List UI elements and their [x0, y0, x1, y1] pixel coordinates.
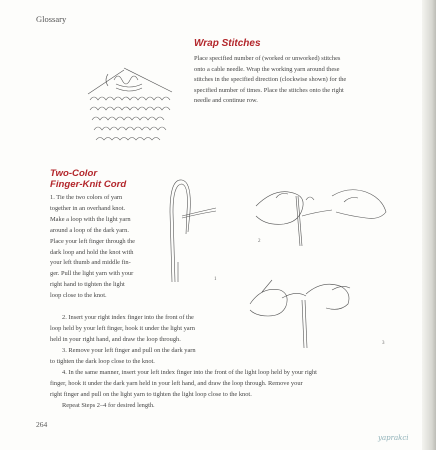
- figure-label: 1: [214, 277, 217, 282]
- text-line: stitches in the specified direction (clockwise shown) for the: [194, 76, 347, 84]
- wrap-stitches-text: [194, 54, 394, 107]
- text-line: Make a loop with the light yarn: [50, 215, 131, 223]
- text-line: loop held by your left finger, hook it under the light yarn: [50, 324, 195, 332]
- steps-narrow-column: [50, 193, 172, 302]
- text-line: ger. Pull the light yarn with your: [50, 270, 134, 278]
- text-line: Place specified number of (worked or unworked) stitches: [194, 55, 341, 62]
- cord-step3-illustration: [232, 270, 392, 350]
- text-line: your left thumb and middle fin-: [50, 259, 131, 267]
- text-line: loop close to the knot.: [50, 292, 107, 300]
- text-line: right hand to tighten the light: [50, 281, 125, 289]
- text-line: onto a cable needle. Wrap the working yarn around these: [194, 65, 340, 73]
- figure-label: 3: [382, 341, 385, 346]
- text-line: around a loop of the dark yarn.: [50, 226, 129, 234]
- text-line: to tighten the dark loop close to the knot.: [50, 357, 155, 365]
- figure-label: 2: [258, 239, 261, 244]
- text-line: finger, hook it under the dark yarn held in your left hand, and draw the loop through. Remove your: [50, 379, 303, 387]
- text-line: held in your right hand, and draw the loop through.: [50, 335, 181, 343]
- text-line: right finger and pull on the light yarn to tighten the light loop close to the knot.: [50, 390, 252, 398]
- running-header: Glossary: [36, 14, 67, 24]
- steps-wide-column: [50, 346, 395, 411]
- text-line: dark loop and hold the knot with: [50, 248, 134, 256]
- text-line: 3. Remove your left finger and pull on the dark yarn: [62, 347, 196, 354]
- cord-step1-illustration: [158, 172, 222, 292]
- text-line: needle and continue row.: [194, 97, 258, 105]
- wrap-stitches-heading: Wrap Stitches: [194, 38, 261, 49]
- text-line: 4. In the same manner, insert your left index finger into the front of the light loop held by your right: [62, 368, 317, 376]
- wrap-stitches-illustration: [84, 60, 176, 144]
- text-line: Repeat Steps 2–4 for desired length.: [62, 401, 155, 409]
- page-gutter-shadow: [422, 0, 436, 450]
- finger-knit-cord-heading: [50, 168, 126, 190]
- text-line: 1. Tie the two colors of yarn: [50, 194, 123, 201]
- text-line: 2. Insert your right index finger into the front of the: [62, 314, 194, 321]
- steps-mid-column: [50, 313, 220, 346]
- text-line: Place your left finger through the: [50, 237, 136, 245]
- watermark-signature: yaprakci: [378, 434, 409, 442]
- text-line: together in an overhand knot.: [50, 204, 126, 212]
- text-line: specified number of times. Place the stitches onto the right: [194, 86, 344, 94]
- heading-line: Finger-Knit Cord: [50, 179, 127, 190]
- cord-step2-illustration: [236, 176, 396, 256]
- page-number: 264: [36, 420, 48, 429]
- heading-line: Two-Color: [50, 168, 98, 179]
